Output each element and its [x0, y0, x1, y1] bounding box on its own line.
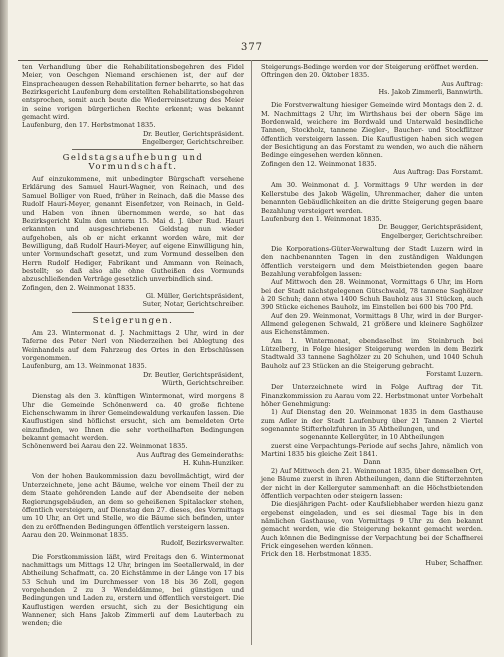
paragraph: Frick den 18. Herbstmonat 1835.: [261, 550, 372, 559]
paragraph: Die Korporations-Güter-Verwaltung der Stadt Luzern wird in den nachbenannten Tagen in den zuständigen Waldungen öffentlich versteigern und dem Meistbietenden gegen baare Bezahlung verabfolgen lassen:: [261, 244, 483, 278]
paragraph: Der Unterzeichnete wird in Folge Auftrag der Tit. Finanzkommission zu Aarau vom 22. Herbstmonat unter Vorbehalt höher Genehmigung:: [261, 383, 483, 409]
paragraph: Von der hohen Baukommission dazu bevollmächtigt, wird der Unterzeichnete, jene acht Bäume, welche vor einem Theil der zu dem Staate gehörenden Lande auf der Abendseite der neben Regierungsgebäuden, an dem so geheißenen Spitalacker stehen, öffentlich versteigern, auf Dienstag den 27. dieses, des Vormittags um 10 Uhr, an Ort und Stelle, wo die Bäume sich befinden, unter den zu eröffnenden Bedingungen öffentlich versteigern lassen.: [22, 472, 244, 531]
section-rule: [72, 149, 194, 150]
paragraph: Oftringen den 20. Oktober 1835.: [261, 71, 370, 80]
paragraph: Laufenburg den 1. Weinmonat 1835.: [261, 214, 382, 223]
left-column: [22, 63, 244, 628]
column-divider: [251, 60, 252, 645]
signature-line: Engelberger, Gerichtschreiber.: [381, 231, 483, 240]
paragraph: Am 30. Weinmonat d. J. Vormittags 9 Uhr werden in der Kellerstube des Jakob Wägelin, Uhrenmacher, daher die unten benannten Gebäudlichkeiten an die dritte Steigerung gegen baare Bezahlung versteigert werden.: [261, 181, 483, 215]
signature-line: Gl. Müller, Gerichtspräsident,: [145, 291, 244, 300]
paragraph: Laufenburg, am 13. Weinmonat 1835.: [22, 362, 147, 371]
paragraph: Am 23. Wintermonat d. J. Nachmittags 2 Uhr, wird in der Taferne des Peter Nerl von Niederzeihen bei Ablegtung des Weinhandels auf dem Fahrzeug des Ortes in den Erbschlüssen vorgenommen.: [22, 328, 244, 362]
signature-line: H. Kuhn-Hunziker.: [182, 459, 244, 468]
paragraph: ten Verhandlung über die Rehabilitationsbegehren des Fidel Meier, von Oeschgen Niemand erschienen ist, der auf der Einspracheaugen dessen Rehabilitation ferner beharrte, so hat das Bezirksgericht Laufenburg dem erstellten Rehabilitationsbegehren entsprochen, somit auch beute die Wiederreinsetzung des Meier in seine vorigen bürgerlichen Rechte erkennt; was bekannt gemacht wird.: [22, 63, 244, 122]
signature-line: Forstamt Luzern.: [426, 370, 483, 379]
paragraph: zuerst eine Verpachtungs-Periode auf sechs Jahre, nämlich von Martini 1835 bis gleiche Zeit 1841.: [261, 441, 483, 459]
signature-line: Aus Auftrag des Gemeinderaths:: [136, 450, 244, 459]
page-header: [0, 42, 504, 56]
signature-line: Dr. Beugger, Gerichtspräsident,: [378, 223, 483, 232]
signature-line: Dr. Beutler, Gerichtspräsident.: [142, 129, 244, 138]
header-rule: [18, 60, 488, 61]
signature-line: Huber, Schaffner.: [425, 558, 483, 567]
book-spine: [0, 0, 8, 657]
paragraph: Schönenwerd bei Aarau den 22. Weinmonat 1835.: [22, 442, 188, 451]
paragraph: Zofingen den 12. Weinmonat 1835.: [261, 159, 377, 168]
paragraph: Die diesjährigen Pacht- oder Kaufsliebhaber werden hiezu ganz ergebenst eingeladen, und es sei diesmal Tage bis in den nämlichen Gasthause, von Vormittags 9 Uhr zu den bekannt gemacht werden, wie die Steigerung bekannt gemacht werden. Auch können die Bedingnisse der Verpachtung bei der Schaffnerei Frick eingesehen werden können.: [261, 500, 483, 550]
paragraph: Dann: [363, 458, 381, 467]
signature-line: Würth, Gerichtschreiber.: [162, 379, 244, 388]
section-rule: [72, 312, 194, 313]
paragraph: Die Forstverwaltung hiesiger Gemeinde wird Montags den 2. d. M. Nachmittags 2 Uhr, im Wirthshaus bei der obern Säge im Bordenwald, weichere im Bordwald und Unterwald besindliche Tannen, Stockholz, tannene Ziegler-, Baucher- und Stockflitzer öffentlich versteigern lassen. Die Kauflustigen haben sich wegen der Besichtigung an das Forstamt zu wenden, wo auch die nähern Bedinge eingesehen werden können.: [261, 101, 483, 160]
section-heading: Geldstagsaufhebung und Vormundschaft.: [62, 153, 204, 172]
paragraph: Zofingen, den 2. Weinmonat 1835.: [22, 283, 136, 292]
paragraph: Die Forstkommission läßt, wird Freitags den 6. Wintermonat nachmittags um Mittags 12 Uhr, bringen im Seetallerwald, in der Abtheilung Schafmatt, ca. 20 Eichstämme in der Länge von 17 bis 53 Schuh und im Durchmesser von 18 bis 36 Zoll, gegen vorgehenden 2 zu 3 Wendeldämme, bei günstigen und Bedingungen und Laden zu, erstern und öffentlich versteigert. Die Kauflustigen werden ersucht, sich zu der Besichtigung ein Wannener, sich Hans Jakob Zimmerli auf dem Lauterbach zu wenden; die: [22, 552, 244, 628]
signature-line: Suter, Notar, Gerichtschreiber.: [142, 300, 244, 309]
paragraph: Steigerungs-Bedinge werden vor der Steigerung eröffnet werden.: [261, 63, 479, 71]
paragraph: Auf den 29. Weinmonat, Vormittags 8 Uhr, wird in der Burger-Allmend gelegenen Schwald, 21 größere und kleinere Saghölzer aus Eichenstämmen.: [261, 311, 483, 337]
paragraph: 1) Auf Dienstag den 20. Weinmonat 1835 in dem Gasthause zum Adler in der Stadt Laufenburg über 21 Tannen 2 Viertel sogenannte Stifterholzfuhren in 35 Abtheilungen, und: [261, 408, 483, 434]
right-column: [261, 63, 483, 567]
signature-line: Aus Auftrag:: [441, 79, 483, 88]
signature-line: Hs. Jakob Zimmerli, Bannwirth.: [378, 88, 483, 97]
paragraph: Am 1. Wintermonat, ebendaselbst im Steinbruch bei Lützelberg, in Folge hiesiger Steigerung werden in dem Bezirk Stadtwald 33 tannene Saghölzer zu 20 Schuhen, und 1040 Schuh Bauholz auf 23 Stücken an die Steigerung gebracht.: [261, 336, 483, 370]
paragraph: Auf Mittwoch den 28. Weinmonat, Vormittags 6 Uhr, im Horn bei der Stadt nächstgelegenen Gütschwald, 78 tannene Saghölzer à 20 Schuh; dann etwa 1400 Schuh Bauholz aus 31 Stücken, auch 390 Stücke eichenes Bauholz, im Einstellen bei 600 bis 700 Pfd.: [261, 278, 483, 312]
section-heading: Steigerungen.: [92, 315, 174, 326]
signature-line: Aus Auftrag: Das Forstamt.: [393, 168, 483, 177]
paragraph: Laufenburg, den 17. Herbstmonat 1835.: [22, 121, 156, 130]
paragraph: sogenannte Kellergüter, in 10 Abtheilungen: [299, 433, 445, 442]
signature-line: Engelberger, Gerichtschreiber.: [142, 138, 244, 147]
paragraph: Aarau den 20. Weinmonat 1835.: [22, 530, 129, 539]
signature-line: Rudolf, Bezirksverwalter.: [160, 539, 244, 548]
paragraph: Dienstag als den 3. künftigen Wintermonat, wird morgens 8 Uhr die Gemeinde Schönenwerd ca. 40 große fichtene Eichenschwamm in ihrer Gemeindewaldung verkaufen lassen. Die Kauflustigen sind höflichst ersucht, sich am bemeldeten Orte einzufinden, wo Ihnen die sehr vortheilhaften Bedingungen bekannt gemacht werden.: [22, 392, 244, 443]
paragraph: 2) Auf Mittwoch den 21. Weinmonat 1835, über demselben Ort, jene Bäume zuerst in ihren Abtheilungen, dann die Stifterzehnten der nicht in der Kellerguter sammenhaft an die Höchstbietenden öffentlich verpachten oder steigern lassen:: [261, 466, 483, 500]
page-number: 377: [240, 42, 264, 53]
paragraph: Auf einzukommene, mit unbedingter Bürgschaft versehene Erklärung des Samuel Hauri-Wagner, von Reinach, und des Samuel Bolliger von Rued, früher in Reinach, daß die Masse des Rudolf Hauri-Meyer, genannt Eisenfetzer, von Reinach, in Geld- und Haben von ihnen übernommen werde, so hat das Bezirksgericht Kulm den unterm 15. Mai d. J. über Rud. Hauri erkannten und ausgeschriebenen Geldstag nun wieder aufgehoben, als ob er nicht erkannt worden wäre, mit der Bewilligung, daß Rudolf Hauri-Meyer, auf eigene Einwilligung hin, unter Vormundschaft gesetzt, und zum Vormund desselben den Herrn Rudolf Hediger, Fabrikant und Ammann von Reinach, bestellt; so daß also alle ohne Gutheißen des Vormunds abzuschließenden Verträge gesetzlich unverbindlich sind.: [22, 175, 244, 284]
signature-line: Dr. Beutler, Gerichtspräsident,: [142, 370, 244, 379]
